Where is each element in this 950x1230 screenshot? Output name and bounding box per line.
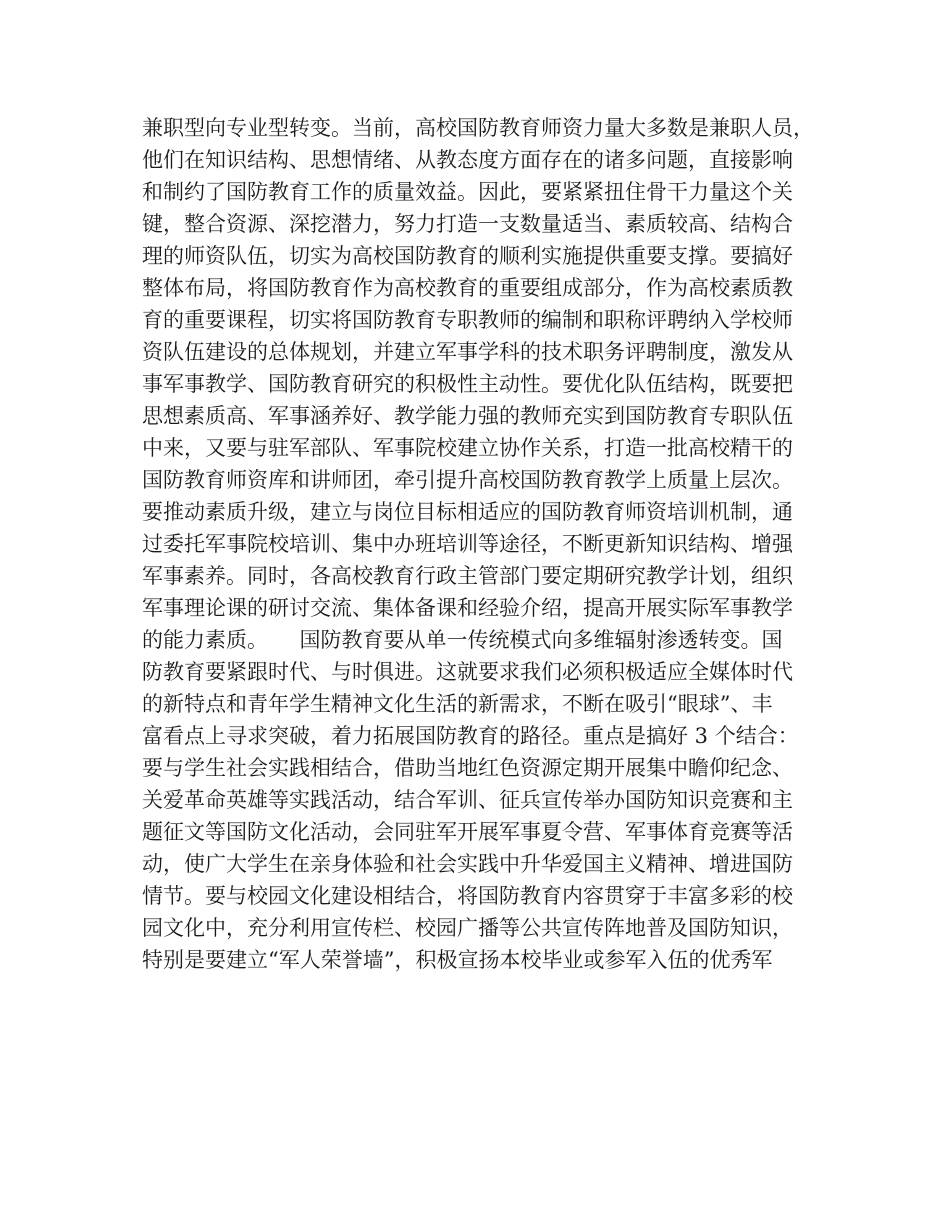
text-line-20: 富看点上寻求突破，着力拓展国防教育的路径。重点是搞好 3 个结合： <box>142 724 799 748</box>
body-text <box>142 112 822 976</box>
text-line-27: 特别是要建立“军人荣誉墙”，积极宣扬本校毕业或参军入伍的优秀军 <box>142 948 773 972</box>
text-line-12: 国防教育师资库和讲师团，牵引提升高校国防教育教学上质量上层次。 <box>142 468 793 492</box>
text-line-6: 整体布局，将国防教育作为高校教育的重要组成部分，作为高校素质教 <box>142 276 793 300</box>
text-line-19: 的新特点和青年学生精神文化生活的新需求，不断在吸引“眼球”、丰 <box>142 692 773 716</box>
text-line-10: 思想素质高、军事涵养好、教学能力强的教师充实到国防教育专职队伍 <box>142 404 793 428</box>
text-line-24: 动，使广大学生在亲身体验和社会实践中升华爱国主义精神、增进国防 <box>142 852 793 876</box>
text-line-2: 他们在知识结构、思想情绪、从教态度方面存在的诸多问题，直接影响 <box>142 148 793 172</box>
text-line-22: 关爱革命英雄等实践活动，结合军训、征兵宣传举办国防知识竞赛和主 <box>142 788 793 812</box>
text-line-14: 过委托军事院校培训、集中办班培训等途径，不断更新知识结构、增强 <box>142 532 793 556</box>
text-line-11: 中来，又要与驻军部队、军事院校建立协作关系，打造一批高校精干的 <box>142 436 793 460</box>
text-line-18: 防教育要紧跟时代、与时俱进。这就要求我们必须积极适应全媒体时代 <box>142 660 793 684</box>
text-line-7: 育的重要课程，切实将国防教育专职教师的编制和职称评聘纳入学校师 <box>142 308 793 332</box>
text-line-23: 题征文等国防文化活动，会同驻军开展军事夏令营、军事体育竞赛等活 <box>142 820 793 844</box>
text-line-13: 要推动素质升级，建立与岗位目标相适应的国防教育师资培训机制，通 <box>142 500 793 524</box>
text-line-26: 园文化中，充分利用宣传栏、校园广播等公共宣传阵地普及国防知识， <box>142 916 793 940</box>
text-line-21: 要与学生社会实践相结合，借助当地红色资源定期开展集中瞻仰纪念、 <box>142 756 793 780</box>
text-line-9: 事军事教学、国防教育研究的积极性主动性。要优化队伍结构，既要把 <box>142 372 793 396</box>
text-line-15: 军事素养。同时，各高校教育行政主管部门要定期研究教学计划，组织 <box>142 564 793 588</box>
text-line-25: 情节。要与校园文化建设相结合，将国防教育内容贯穿于丰富多彩的校 <box>142 884 793 908</box>
text-line-8: 资队伍建设的总体规划，并建立军事学科的技术职务评聘制度，激发从 <box>142 340 793 364</box>
text-line-5: 理的师资队伍，切实为高校国防教育的顺利实施提供重要支撑。要搞好 <box>142 244 793 268</box>
text-line-16: 军事理论课的研讨交流、集体备课和经验介绍，提高开展实际军事教学 <box>142 596 793 620</box>
text-line-17: 的能力素质。 国防教育要从单一传统模式向多维辐射渗透转变。国 <box>142 628 783 652</box>
text-line-3: 和制约了国防教育工作的质量效益。因此，要紧紧扭住骨干力量这个关 <box>142 180 793 204</box>
text-line-4: 键，整合资源、深挖潜力，努力打造一支数量适当、素质较高、结构合 <box>142 212 793 236</box>
text-line-1: 兼职型向专业型转变。当前，高校国防教育师资力量大多数是兼职人员， <box>142 116 814 140</box>
